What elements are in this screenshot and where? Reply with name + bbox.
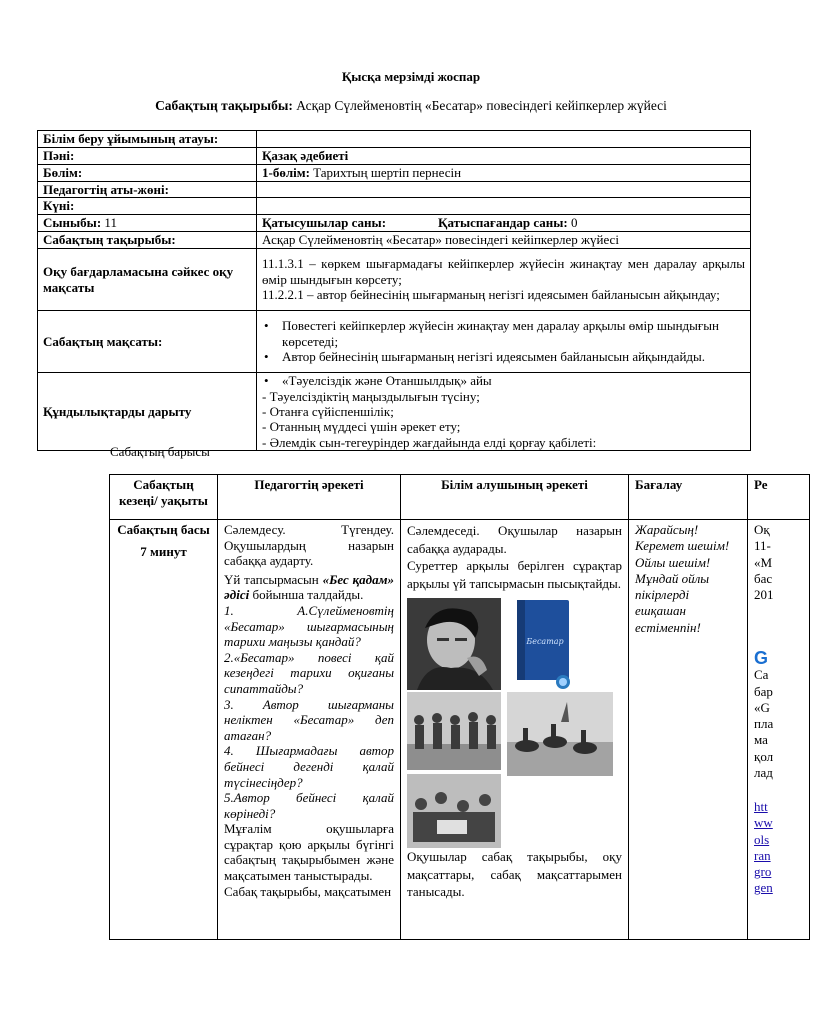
res-line: Са [754, 667, 769, 683]
homework-text-2: бойынша талдайды. [249, 587, 364, 603]
praise-4: Мұндай ойлы пікірлерді ешқашан естіменпін! [635, 570, 710, 635]
progress-caption: Сабақтың барысы [110, 444, 210, 459]
program-goals [257, 249, 751, 311]
goal-item: • Автор бейнесінің шығарманың негізгі идеясымен байланысын айқындайды. [282, 349, 745, 365]
program-label: Оқу бағдарламасына сәйкес оқу мақсаты [38, 249, 257, 311]
question-1: 1. А.Сүлейменовтің «Бесатар» шығармасының тарихи маңызы қандай? [224, 602, 394, 650]
question-5: 5.Автор бейнесі қалай көрінеді? [224, 790, 394, 821]
teacher-greeting: Сәлемдесу. Түгендеу. Оқушылардың назарын сабаққа аударту. [224, 522, 394, 569]
document-subtitle [0, 98, 822, 114]
resource-link[interactable]: gro [754, 864, 772, 879]
values-item: • «Тәуелсіздік және Отаншылдық» айы [282, 373, 745, 388]
student-greeting: Сәлемдеседі. Оқушылар назарын сабаққа аударады. [407, 523, 622, 556]
subject-value: Қазақ әдебиеті [257, 147, 751, 164]
class-label: Сыныбы: [43, 215, 102, 231]
author-portrait-image [407, 598, 501, 690]
teacher-topic: Сабақ тақырыбы, мақсатымен [224, 883, 392, 899]
values-item: - Отанның мүддесі үшін әрекет ету; [262, 419, 461, 435]
praise-3: Ойлы шешім! [635, 554, 711, 570]
soldiers-photo-image [407, 692, 501, 770]
stage-cell [110, 520, 218, 940]
day-label: Күні: [38, 198, 257, 215]
resource-link[interactable]: htt [754, 799, 768, 814]
values-item: - Әлемдік сын-тегеуріндер жағдайында елді қорғау қабілеті: [262, 434, 597, 450]
header-student: Білім алушының әрекеті [401, 475, 629, 520]
resource-link[interactable]: ran [754, 847, 771, 863]
class-value: 11 [101, 215, 117, 231]
teacher-label: Педагогтің аты-жөні: [38, 181, 257, 198]
topic-value: Асқар Сүлейменовтің «Бесатар» повесіндегі кейіпкерлер жүйесі [257, 232, 751, 249]
praise-1: Жарайсың! [635, 522, 699, 537]
present-label: Қатысушылар саны: [262, 215, 387, 231]
evaluation-cell [629, 520, 748, 940]
resource-cell [748, 520, 810, 940]
program-goal-2: 11.2.2.1 – автор бейнесінің шығарманың негізгі идеясымен байланысын айқындау; [262, 287, 720, 303]
goal-label: Сабақтың мақсаты: [38, 311, 257, 373]
res-line: бар [754, 683, 773, 699]
section-text: Тарихтың шертіп пернесін [309, 164, 462, 180]
program-goal-1: 11.1.3.1 – көркем шығармадағы кейіпкерлер жүйесін жинақтау мен даралау арқылы өмір шындығын көрсету; [262, 255, 745, 287]
goal-item: • Повестегі кейіпкерлер жүйесін жинақтау мен даралау арқылы өмір шындығын көрсетеді; [282, 318, 745, 350]
absent-label: Қатыспағандар саны: [438, 215, 568, 231]
absent-value: 0 [567, 215, 578, 231]
res-line: қол [754, 748, 774, 764]
cavalry-photo-image [507, 692, 613, 776]
question-3: 3. Автор шығарманы неліктен «Бесатар» деп атаған? [224, 696, 394, 743]
res-line: 11- [754, 538, 771, 554]
lesson-goals [257, 311, 751, 373]
question-4: 4. Шығармадағы автор бейнесі дегенді қалай түсінесіңдер? [224, 743, 394, 790]
res-line: пла [754, 716, 774, 731]
document-title: Қысқа мерзімді жоспар [341, 69, 481, 84]
resource-link[interactable]: ols [754, 831, 770, 847]
day-value[interactable] [257, 198, 751, 215]
google-logo-icon: G [754, 648, 769, 669]
teacher-activity [218, 520, 401, 940]
section-label: Бөлім: [38, 164, 257, 181]
student-homework: Суреттер арқылы берілген сұрақтар арқылы үй тапсырмасын пысықтайды. [407, 558, 622, 591]
subtitle-label: Сабақтың тақырыбы: [155, 98, 293, 113]
section-bold: 1-бөлім: [262, 164, 310, 180]
crowd-photo-image [407, 774, 501, 848]
info-table [37, 130, 751, 451]
header-stage: Сабақтың кезеңі/ уақыты [110, 475, 218, 520]
image-collage [407, 598, 622, 848]
header-teacher: Педагогтің әрекеті [218, 475, 401, 520]
res-line: бас [754, 570, 773, 586]
method-name: «Бес қадам» әдісі [224, 571, 394, 603]
teacher-intro: Мұғалім оқушыларға сұрақтар қою арқылы бүгінгі сабақтың тақырыбымен және мақсатымен таныстырады. [224, 821, 394, 884]
values-item: - Тәуелсіздіктің маңыздылығын түсіну; [262, 388, 480, 404]
res-line: Оқ [754, 522, 770, 537]
student-activity [401, 520, 629, 940]
header-resource: Ре [748, 475, 810, 520]
resource-link[interactable]: ww [754, 815, 773, 831]
topic-label: Сабақтың тақырыбы: [38, 232, 257, 249]
org-value[interactable] [257, 131, 751, 148]
res-line: «G [754, 699, 770, 715]
resource-link[interactable]: gen [754, 880, 773, 896]
values-item: - Отанға сүйіспеншілік; [262, 403, 394, 419]
teacher-value[interactable] [257, 181, 751, 198]
question-2: 2.«Бесатар» повесі қай кезеңдегі тарихи оқиғаны сипаттайды? [224, 649, 394, 696]
praise-2: Керемет шешім! [635, 538, 730, 554]
header-eval: Бағалау [629, 475, 748, 520]
student-topic: Оқушылар сабақ тақырыбы, оқу мақсаттары, сабақ мақсаттарымен танысады. [407, 849, 622, 900]
homework-text: Үй тапсырмасын [224, 571, 323, 587]
subtitle-value: Асқар Сүлейменовтің «Бесатар» повесіндегі кейіпкерлер жүйесі [292, 98, 667, 113]
org-label: Білім беру ұйымының атауы: [38, 131, 257, 148]
progress-table [109, 474, 810, 940]
teacher-homework [224, 572, 394, 603]
subject-label: Пәні: [38, 147, 257, 164]
res-line: лад [754, 764, 773, 780]
values-list [257, 373, 751, 451]
values-label: Құндылықтарды дарыту [38, 373, 257, 451]
res-line: «М [754, 554, 773, 570]
stage-time: 7 минут [140, 543, 187, 559]
res-line: ма [754, 732, 768, 748]
book-title: Бесатар [526, 637, 564, 647]
stage-name: Сабақтың басы [117, 522, 210, 537]
section-value [257, 164, 751, 181]
book-cover-image [511, 598, 575, 690]
class-cell [38, 215, 257, 232]
res-line: 201 [754, 587, 774, 602]
attendance-cell [257, 215, 751, 232]
